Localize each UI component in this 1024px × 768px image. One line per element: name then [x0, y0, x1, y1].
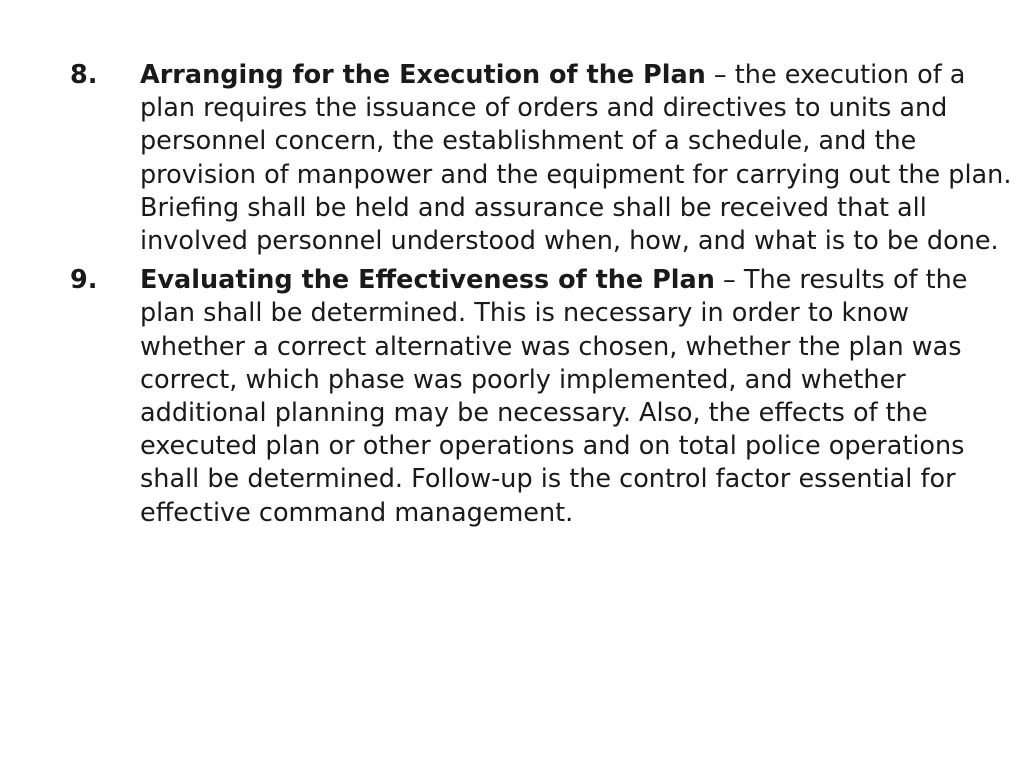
numbered-list: [70, 59, 1014, 536]
item-number: 8.: [70, 60, 98, 90]
item-separator: –: [705, 60, 735, 90]
item-heading: Arranging for the Execution of the Plan: [140, 60, 706, 90]
list-item: [70, 264, 1014, 530]
item-heading: Evaluating the Effectiveness of the Plan: [140, 265, 715, 296]
item-body: the execution of a plan requires the issuance of orders and directives to units and personnel concern, the establishment of a schedule, and the provision of manpower and the equipment for carrying out the plan. Briefing shall be held and assurance shall be received that all involved personnel understood when, how, and what is to be done.: [140, 60, 1012, 257]
list-item: [70, 59, 1014, 258]
item-number: 9.: [70, 265, 98, 296]
item-body: The results of the plan shall be determined. This is necessary in order to know whether a correct alternative was chosen, whether the plan was correct, which phase was poorly implemented, and whether additional planning may be necessary. Also, the effects of the executed plan or other operations and on total police operations shall be determined. Follow-up is the control factor essential for effective command management.: [140, 265, 968, 528]
item-separator: –: [714, 265, 744, 296]
